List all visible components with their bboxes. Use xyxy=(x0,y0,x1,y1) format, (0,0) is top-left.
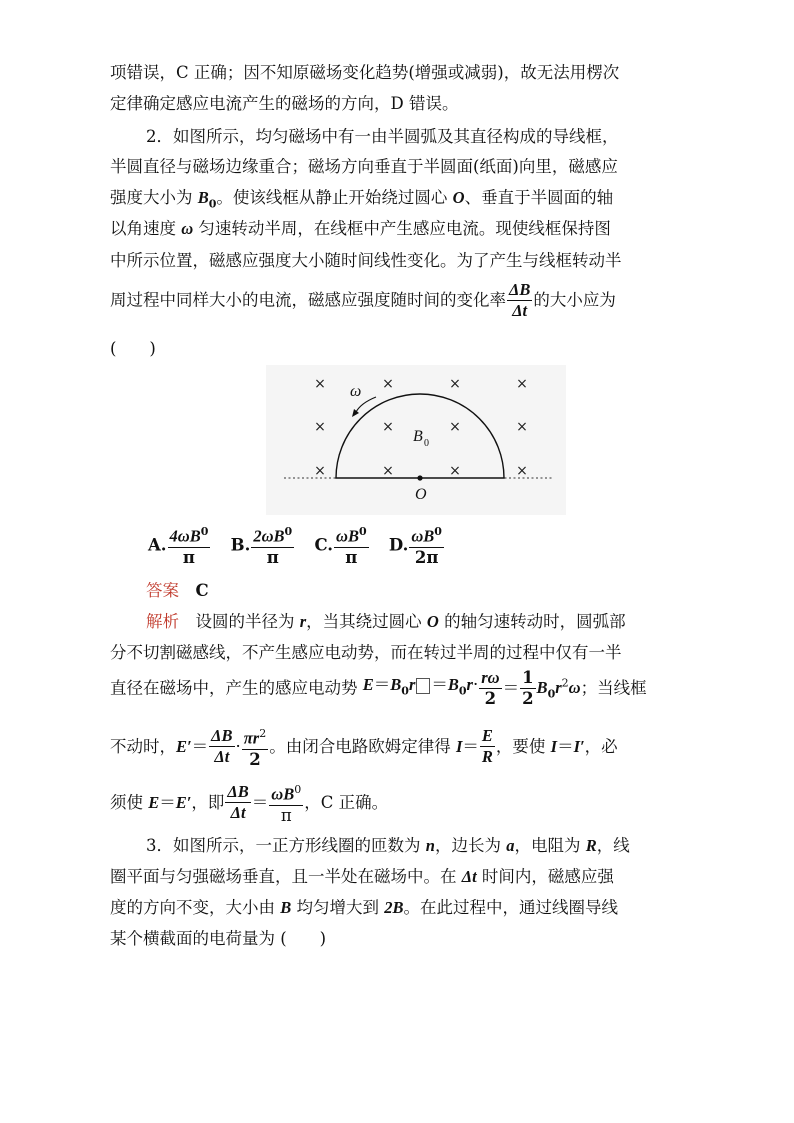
intro-line-1: 项错误，C 正确；因不知原磁场变化趋势(增强或减弱)，故无法用楞次 xyxy=(110,63,620,82)
cross-mark: × xyxy=(382,463,394,479)
analysis-line-1: 解析 设圆的半径为 r，当其绕过圆心 O 的轴匀速转动时，圆弧部 xyxy=(146,612,626,631)
cross-mark: × xyxy=(516,376,528,392)
cross-mark: × xyxy=(314,463,326,479)
choice-a[interactable]: A. $\frac{4\omega B^0}{\pi}$ xyxy=(148,522,211,568)
analysis-line-5: 须使 E＝E′，即 $\frac{\Delta B}{\Delta t}$ ＝ $\frac{\omega B^0}{\pi}$ ，C 正确。 xyxy=(110,780,690,826)
choice-c[interactable]: C. $\frac{\omega B^0}{\pi}$ xyxy=(314,522,369,568)
analysis-label: 解析 xyxy=(146,612,179,631)
semicircle-field-figure xyxy=(266,365,566,515)
choice-b[interactable]: B. $\frac{2\omega B^0}{\pi}$ xyxy=(231,522,296,568)
cross-mark: × xyxy=(516,463,528,479)
choices-row xyxy=(148,522,459,568)
missing-symbol-box xyxy=(416,678,430,694)
cross-mark: × xyxy=(516,419,528,435)
b0-label: B xyxy=(413,428,423,445)
cross-mark: × xyxy=(314,376,326,392)
center-o-label: O xyxy=(415,486,427,503)
answer-line xyxy=(146,580,690,602)
answer-label: 答案 xyxy=(146,581,179,600)
q2-line-6: 周过程中同样大小的电流，磁感应强度随时间的变化率 $\frac{\Delta B}{\Delta t}$ 的大小应为 xyxy=(110,280,616,320)
q3-line-3: 度的方向不变，大小由 B 均匀增大到 2B。在此过程中，通过线圈导线 xyxy=(110,898,619,917)
q2-line-2: 半圆直径与磁场边缘重合；磁场方向垂直于半圆面(纸面)向里，磁感应 xyxy=(110,157,618,176)
omega-label: ω xyxy=(350,383,362,400)
cross-mark: × xyxy=(314,419,326,435)
q3-line-4: 某个横截面的电荷量为 ( ) xyxy=(110,929,327,948)
q2-answer-paren: ( ) xyxy=(110,339,156,358)
intro-line-2: 定律确定感应电流产生的磁场的方向，D 错误。 xyxy=(110,94,459,113)
rate-fraction: $\frac{\Delta B}{\Delta t}$ xyxy=(509,280,531,320)
analysis-line-4: 不动时，E′＝ $\frac{\Delta B}{\Delta t}$ · $\frac{\pi r^2}{2}$ 。由闭合电路欧姆定律得 I＝ $\frac{E}{R}$ ，要使 I＝I′，必 xyxy=(110,724,690,770)
cross-mark: × xyxy=(449,463,461,479)
cross-mark: × xyxy=(449,376,461,392)
cross-mark: × xyxy=(382,376,394,392)
q2-line-3: 强度大小为 $B_0$。使该线框从静止开始绕过圆心 O、垂直于半圆面的轴 xyxy=(110,188,614,211)
answer-value: C xyxy=(195,581,209,600)
q2-line-4: 以角速度 ω 匀速转动半周，在线框中产生感应电流。现使线框保持图 xyxy=(110,219,611,238)
cross-mark: × xyxy=(449,419,461,435)
q2-line-1: 2．如图所示，均匀磁场中有一由半圆弧及其直径构成的导线框， xyxy=(146,127,619,146)
q2-line-5: 中所示位置，磁感应强度大小随时间线性变化。为了产生与线框转动半 xyxy=(110,251,622,270)
analysis-line-3: 直径在磁场中，产生的感应电动势 $E=B_0r =B_0r\cdot$ $\frac{r\omega}{2}$ ＝ $\frac{1}{2}$ $B_0r^2\omega$；当线框 xyxy=(110,668,647,708)
b0-subscript: 0 xyxy=(424,438,429,449)
q3-line-1: 3．如图所示，一正方形线圈的匝数为 n，边长为 a，电阻为 R，线 xyxy=(146,836,630,855)
cross-mark: × xyxy=(382,419,394,435)
choice-d[interactable]: D. $\frac{\omega B^0}{2\pi}$ xyxy=(389,522,445,568)
analysis-line-2: 分不切割磁感线，不产生感应电动势，而在转过半周的过程中仅有一半 xyxy=(110,643,622,662)
center-dot xyxy=(417,475,422,480)
q3-line-2: 圈平面与匀强磁场垂直，且一半处在磁场中。在 Δt 时间内，磁感应强 xyxy=(110,867,614,886)
